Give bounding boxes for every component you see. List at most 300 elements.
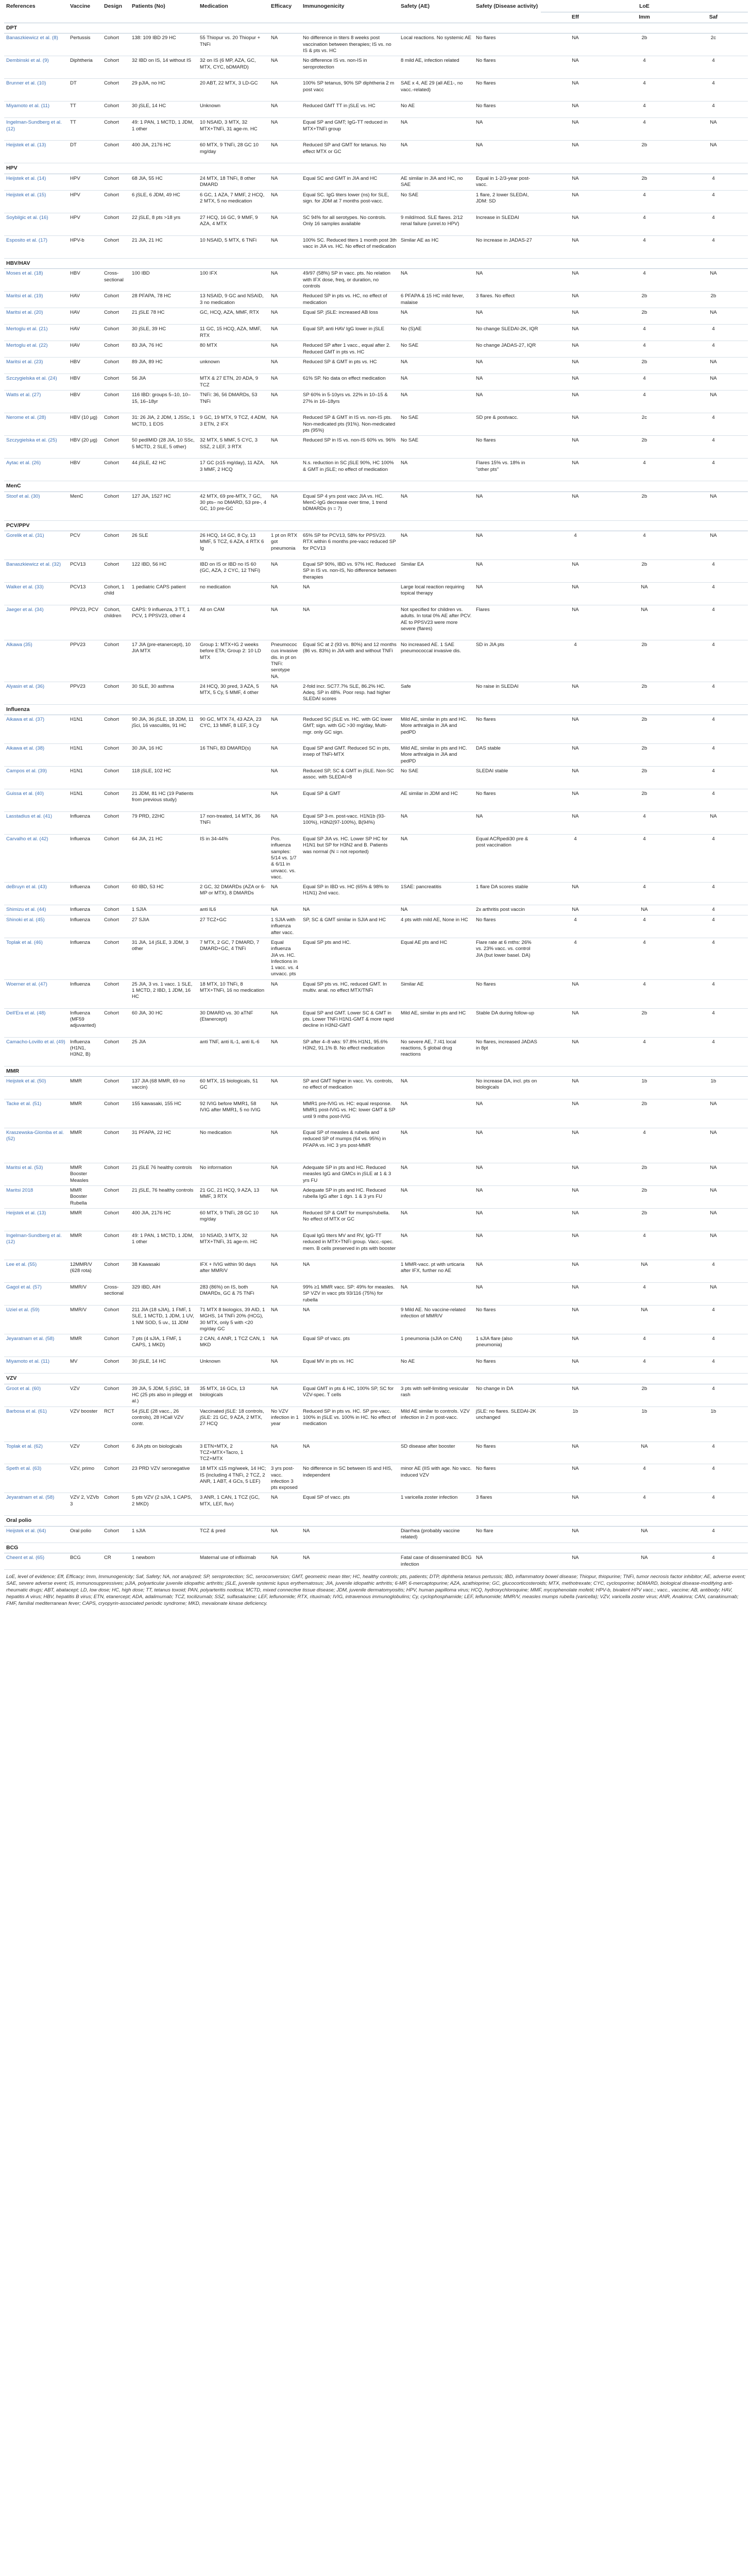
safety-disease-cell: No flares xyxy=(474,101,541,118)
design-cell: Cohort xyxy=(102,744,130,767)
immunogenicity-cell: Reduced SP & GMT in IS vs. non-IS pts. Non-medicated pts (91%). Non-medicated pts (95%) xyxy=(301,413,399,436)
reference-link[interactable]: deBruyn et al. (43) xyxy=(6,884,47,890)
patients-cell: 329 IBD, AIH xyxy=(130,1283,198,1306)
loe-saf-cell: 4 xyxy=(679,190,748,213)
section-row xyxy=(4,258,748,268)
efficacy-cell: NA xyxy=(269,1099,301,1128)
section-row xyxy=(4,704,748,715)
loe-saf-cell: 4 xyxy=(679,341,748,358)
ref-cell xyxy=(4,744,68,767)
loe-imm-cell: 4 xyxy=(610,341,679,358)
patients-cell: 25 JIA, 3 vs. 1 vacc. 1 SLE, 1 MCTD, 2 IBD, 1 JDM, 16 HC xyxy=(130,979,198,1008)
table-row xyxy=(4,1526,748,1543)
loe-imm-cell: 4 xyxy=(610,835,679,883)
reference-link[interactable]: Aytac et al. (26) xyxy=(6,460,41,466)
loe-eff-cell: NA xyxy=(541,767,610,789)
reference-link[interactable]: Miyamoto et al. (11) xyxy=(6,103,50,109)
reference-link[interactable]: Guissa et al. (40) xyxy=(6,791,44,797)
safety-ae-cell: Not specified for children vs. adults. In total 0% AE after PCV. AE to PPSV23 were more severe (flares) xyxy=(399,605,474,640)
patients-cell: 30 JIA, 16 HC xyxy=(130,744,198,767)
safety-ae-cell: NA xyxy=(399,358,474,374)
safety-disease-cell: NA xyxy=(474,1260,541,1283)
table-row xyxy=(4,916,748,938)
ref-cell xyxy=(4,560,68,583)
loe-eff-cell: NA xyxy=(541,1553,610,1570)
immunogenicity-cell: NA xyxy=(301,605,399,640)
reference-link[interactable]: Shimizu et al. (44) xyxy=(6,907,46,913)
loe-eff-cell: NA xyxy=(541,213,610,235)
loe-imm-cell: 4 xyxy=(610,118,679,141)
reference-link[interactable]: Banaszkiewicz et al. (8) xyxy=(6,35,58,41)
ref-cell xyxy=(4,292,68,308)
patients-cell: 38 Kawasaki xyxy=(130,1260,198,1283)
patients-cell: 79 PRD, 22HC xyxy=(130,812,198,835)
vaccine-cell: H1N1 xyxy=(68,789,102,812)
loe-saf-cell: 4 xyxy=(679,1008,748,1037)
design-cell: Cohort xyxy=(102,1037,130,1066)
vaccine-cell: MMR xyxy=(68,1231,102,1260)
design-cell: Cohort xyxy=(102,560,130,583)
reference-link[interactable]: Alyasin et al. (36) xyxy=(6,683,45,689)
loe-saf-cell: 4 xyxy=(679,640,748,682)
reference-link[interactable]: Heijstek et al. (13) xyxy=(6,1210,46,1216)
reference-link[interactable]: Maritsi et al. (23) xyxy=(6,359,43,365)
reference-link[interactable]: Dembinski et al. (9) xyxy=(6,58,49,64)
reference-link[interactable]: Heijstek et al. (64) xyxy=(6,1528,46,1534)
patients-cell: 30 jSLE, 39 HC xyxy=(130,325,198,341)
reference-link[interactable]: Mertoglu et al. (21) xyxy=(6,326,48,332)
loe-saf-cell: NA xyxy=(679,812,748,835)
section-row xyxy=(4,1516,748,1526)
section-row xyxy=(4,1066,748,1076)
loe-eff-cell: NA xyxy=(541,325,610,341)
immunogenicity-cell: Reduced SP in pts vs. HC, no effect of medication xyxy=(301,292,399,308)
immunogenicity-cell: Equal SC at 2 (93 vs. 80%) and 12 months (86 vs. 83%) in JIA with and without TNFi xyxy=(301,640,399,682)
loe-saf-cell: 4 xyxy=(679,916,748,938)
loe-imm-cell: NA xyxy=(610,1260,679,1283)
safety-ae-cell: NA xyxy=(399,1283,474,1306)
safety-disease-cell: NA xyxy=(474,1128,541,1163)
design-cell: Cohort xyxy=(102,213,130,235)
reference-link[interactable]: Szczygielska et al. (24) xyxy=(6,376,57,382)
immunogenicity-cell: Reduced SP and GMT for tetanus. No effect MTX or GC xyxy=(301,141,399,163)
patients-cell: 27 SJIA xyxy=(130,916,198,938)
reference-link[interactable]: Speth et al. (63) xyxy=(6,1466,42,1472)
immunogenicity-cell: N.s. reduction in SC jSLE 90%, HC 100% & GMT in jSLE; no effect of medication xyxy=(301,459,399,481)
immunogenicity-cell: Reduced SP & GMT for mumps/rubella. No effect of MTX or GC xyxy=(301,1209,399,1231)
reference-link[interactable]: Campos et al. (39) xyxy=(6,768,47,774)
reference-link[interactable]: Uziel et al. (59) xyxy=(6,1307,40,1313)
loe-eff-cell: NA xyxy=(541,812,610,835)
loe-eff-cell: NA xyxy=(541,1526,610,1543)
loe-imm-cell: 2b xyxy=(610,789,679,812)
immunogenicity-cell: 61% SP. No data on effect medication xyxy=(301,374,399,391)
immunogenicity-cell: NA xyxy=(301,1306,399,1334)
reference-link[interactable]: Watts et al. (27) xyxy=(6,392,41,398)
efficacy-cell: No VZV infection in 1 year xyxy=(269,1406,301,1442)
table-row xyxy=(4,789,748,812)
table-row xyxy=(4,583,748,605)
reference-link[interactable]: Toplak et al. (46) xyxy=(6,940,43,946)
immunogenicity-cell: Equal MV in pts vs. HC xyxy=(301,1357,399,1374)
safety-disease-cell: NA xyxy=(474,391,541,413)
reference-link[interactable]: Dell'Era et al. (48) xyxy=(6,1010,46,1016)
loe-imm-cell: 4 xyxy=(610,235,679,258)
reference-link[interactable]: Aikawa et al. (38) xyxy=(6,745,45,752)
loe-eff-cell: NA xyxy=(541,560,610,583)
safety-ae-cell: No SAE xyxy=(399,341,474,358)
table-row xyxy=(4,1077,748,1099)
vaccine-cell: HBV xyxy=(68,358,102,374)
table-row xyxy=(4,1464,748,1493)
header-references: References xyxy=(4,0,68,23)
safety-ae-cell: No (S)AE xyxy=(399,325,474,341)
safety-ae-cell: 9 Mild AE. No vaccine-related infection of MMR/V xyxy=(399,1306,474,1334)
vaccine-cell: VZV 2, VZVb 3 xyxy=(68,1493,102,1516)
efficacy-cell: NA xyxy=(269,583,301,605)
patients-cell: 211 JIA (18 sJIA), 1 FMF, 1 SLE, 1 MCTD, 1 JDM, 1 UV, 1 NM SOD, 5 uv., 11 JDM xyxy=(130,1306,198,1334)
efficacy-cell: NA xyxy=(269,812,301,835)
table-row xyxy=(4,269,748,292)
safety-ae-cell: SD disease after booster xyxy=(399,1442,474,1464)
safety-disease-cell: No flares xyxy=(474,56,541,79)
vaccine-cell: MMR/V xyxy=(68,1283,102,1306)
reference-link[interactable]: Banaszkiewicz et al. (32) xyxy=(6,562,61,568)
vaccine-cell: VZV booster xyxy=(68,1406,102,1442)
reference-link[interactable]: Lasstadius et al. (41) xyxy=(6,814,53,820)
table-row xyxy=(4,979,748,1008)
reference-link[interactable]: Gagol et al. (57) xyxy=(6,1284,42,1291)
loe-imm-cell: 2b xyxy=(610,744,679,767)
reference-link[interactable]: Shinoki et al. (45) xyxy=(6,917,45,923)
safety-disease-cell: No flares xyxy=(474,1357,541,1374)
reference-link[interactable]: Cheent et al. (65) xyxy=(6,1555,45,1561)
ref-cell xyxy=(4,1163,68,1186)
loe-saf-cell: NA xyxy=(679,358,748,374)
safety-disease-cell: NA xyxy=(474,531,541,560)
ref-cell xyxy=(4,1306,68,1334)
immunogenicity-cell: 99% ≥1 MMR vacc. SP: 49% for measles. SP VZV in vacc pts 93/116 (75%) for rubella xyxy=(301,1283,399,1306)
vaccine-cell: HAV xyxy=(68,341,102,358)
safety-disease-cell: NA xyxy=(474,269,541,292)
table-row xyxy=(4,118,748,141)
safety-ae-cell: No severe AE, 7 /41 local reactions, 5 global drug reactions xyxy=(399,1037,474,1066)
reference-link[interactable]: Lee et al. (55) xyxy=(6,1262,37,1268)
safety-disease-cell: No flares xyxy=(474,789,541,812)
efficacy-cell: NA xyxy=(269,235,301,258)
immunogenicity-cell: Equal SP. jSLE: increased AB loss xyxy=(301,308,399,325)
ref-cell xyxy=(4,979,68,1008)
safety-disease-cell: No flare xyxy=(474,1526,541,1543)
patients-cell: 90 JIA, 36 jSLE, 18 JDM, 11 jSci, 16 vasculitis, 91 HC xyxy=(130,715,198,744)
reference-link[interactable]: Groot et al. (60) xyxy=(6,1385,41,1392)
reference-link[interactable]: Kraszewska-Glomba et al. (52) xyxy=(6,1130,64,1142)
reference-link[interactable]: Ingelman-Sundberg et al. (12) xyxy=(6,120,62,132)
design-cell: Cohort xyxy=(102,1493,130,1516)
efficacy-cell: Pos. influenza samples: 5/14 vs. 1/7 & 6/11 in unvacc. vs. vacc. xyxy=(269,835,301,883)
table-row xyxy=(4,79,748,101)
safety-ae-cell: NA xyxy=(399,1077,474,1099)
reference-link[interactable]: Ingelman-Sundberg et al. (12) xyxy=(6,1233,62,1245)
efficacy-cell: NA xyxy=(269,79,301,101)
reference-link[interactable]: Walker et al. (33) xyxy=(6,584,44,590)
loe-saf-cell: 4 xyxy=(679,883,748,905)
patients-cell: 31 JIA, 14 jSLE, 3 JDM, 3 other xyxy=(130,938,198,980)
reference-link[interactable]: Soybilgic et al. (16) xyxy=(6,214,48,221)
vaccine-cell: MMR xyxy=(68,1209,102,1231)
header-design: Design xyxy=(102,0,130,23)
reference-link[interactable]: Maritsi et al. (20) xyxy=(6,310,43,316)
reference-link[interactable]: Maritsi 2018 xyxy=(6,1188,33,1194)
loe-eff-cell: NA xyxy=(541,583,610,605)
medication-cell: 10 NSAID, 5 MTX, 6 TNFi xyxy=(198,235,269,258)
loe-eff-cell: NA xyxy=(541,141,610,163)
table-row xyxy=(4,905,748,916)
safety-ae-cell: NA xyxy=(399,1128,474,1163)
loe-saf-cell: NA xyxy=(679,1231,748,1260)
header-patients: Patients (No) xyxy=(130,0,198,23)
reference-link[interactable]: Toplak et al. (62) xyxy=(6,1443,43,1449)
reference-link[interactable]: Carvalho et al. (42) xyxy=(6,836,48,842)
immunogenicity-cell: Reduced SP & GMT in pts vs. HC xyxy=(301,358,399,374)
medication-cell: 16 TNFi, 83 DMARD(s) xyxy=(198,744,269,767)
design-cell: Cohort xyxy=(102,341,130,358)
patients-cell: 116 IBD: groups 5–10, 10–15, 16–18yr xyxy=(130,391,198,413)
table-row xyxy=(4,605,748,640)
immunogenicity-cell: Equal SP in IBD vs. HC (65% & 98% to H1N1) 2nd vacc. xyxy=(301,883,399,905)
loe-eff-cell: NA xyxy=(541,56,610,79)
safety-disease-cell: NA xyxy=(474,118,541,141)
patients-cell: 29 pJIA, no HC xyxy=(130,79,198,101)
vaccine-cell: HAV xyxy=(68,292,102,308)
safety-ae-cell: AE similar in JIA and HC, no SAE xyxy=(399,174,474,190)
safety-ae-cell: Diarrhea (probably vaccine related) xyxy=(399,1526,474,1543)
reference-link[interactable]: Brunner et al. (10) xyxy=(6,80,46,87)
reference-link[interactable]: Tacke et al. (51) xyxy=(6,1101,42,1107)
reference-link[interactable]: Heijstek et al. (15) xyxy=(6,192,46,198)
loe-saf-cell: 4 xyxy=(679,979,748,1008)
efficacy-cell: NA xyxy=(269,101,301,118)
table-row xyxy=(4,141,748,163)
header-immunogenicity: Immunogenicity xyxy=(301,0,399,23)
design-cell: Cohort xyxy=(102,1163,130,1186)
reference-link[interactable]: Stoof et al. (30) xyxy=(6,493,40,499)
safety-ae-cell: NA xyxy=(399,459,474,481)
loe-imm-cell: NA xyxy=(610,905,679,916)
vaccine-cell: HPV-b xyxy=(68,235,102,258)
medication-cell: No information xyxy=(198,1163,269,1186)
medication-cell: IBD on IS or IBD no IS 60 (GC, AZA, 2 CYC, 12 TNFi) xyxy=(198,560,269,583)
vaccine-cell: HPV xyxy=(68,174,102,190)
safety-ae-cell: 1 varicella zoster infection xyxy=(399,1493,474,1516)
section-title: VZV xyxy=(4,1374,748,1384)
immunogenicity-cell: SP, SC & GMT similar in SJIA and HC xyxy=(301,916,399,938)
safety-disease-cell: Equal in 1-2/3-year post-vacc. xyxy=(474,174,541,190)
reference-link[interactable]: Alkawa (35) xyxy=(6,642,32,648)
ref-cell xyxy=(4,605,68,640)
efficacy-cell: 1 SJIA with influenza after vacc. xyxy=(269,916,301,938)
reference-link[interactable]: Mertoglu et al. (22) xyxy=(6,343,48,349)
table-row xyxy=(4,436,748,459)
medication-cell: Maternal use of infliximab xyxy=(198,1553,269,1570)
section-title: DPT xyxy=(4,23,748,33)
medication-cell: 283 (86%) on IS, both DMARDs, GC & 75 TNFi xyxy=(198,1283,269,1306)
safety-disease-cell: NA xyxy=(474,358,541,374)
safety-disease-cell: jSLE: no flares. SLEDAI-2K unchanged xyxy=(474,1406,541,1442)
patients-cell: 50 pedIMID (28 JIA, 10 SSc, 5 MCTD, 2 SLE, 5 other) xyxy=(130,436,198,459)
section-row xyxy=(4,1374,748,1384)
ref-cell xyxy=(4,436,68,459)
immunogenicity-cell: Equal SP and GMT. Lower SC & GMT in pts. Lower TNFi H1N1-GMT & more rapid decline in H3N2-GMT xyxy=(301,1008,399,1037)
table-row xyxy=(4,560,748,583)
design-cell: Cohort xyxy=(102,413,130,436)
table-row xyxy=(4,1406,748,1442)
header-imm: Imm xyxy=(610,12,679,23)
vaccine-cell: MV xyxy=(68,1357,102,1374)
immunogenicity-cell: Equal SP pts and HC. xyxy=(301,938,399,980)
vaccine-cell: 12MMR/V (628 rota) xyxy=(68,1260,102,1283)
vaccine-cell: MenC xyxy=(68,492,102,520)
reference-link[interactable]: Camacho-Lovillo et al. (49) xyxy=(6,1039,65,1045)
safety-ae-cell: NA xyxy=(399,391,474,413)
immunogenicity-cell: No difference in SC between IS and HIS, independent xyxy=(301,1464,399,1493)
loe-eff-cell: NA xyxy=(541,1077,610,1099)
table-row xyxy=(4,1163,748,1186)
section-title: HPV xyxy=(4,163,748,174)
reference-link[interactable]: Jaeger et al. (34) xyxy=(6,607,44,613)
safety-ae-cell: NA xyxy=(399,1099,474,1128)
loe-saf-cell: 4 xyxy=(679,1464,748,1493)
table-row xyxy=(4,1493,748,1516)
loe-imm-cell: 4 xyxy=(610,1357,679,1374)
safety-disease-cell: No change in DA xyxy=(474,1384,541,1406)
loe-eff-cell: NA xyxy=(541,190,610,213)
safety-disease-cell: 2x arthritis post vaccin xyxy=(474,905,541,916)
reference-link[interactable]: Moses et al. (18) xyxy=(6,270,43,277)
vaccine-cell: HPV xyxy=(68,190,102,213)
vaccine-cell: MMR xyxy=(68,1334,102,1357)
loe-eff-cell: NA xyxy=(541,1128,610,1163)
medication-cell: 32 on IS (6 MP, AZA, GC, MTX, CYC, bDMARD) xyxy=(198,56,269,79)
reference-link[interactable]: Woerner et al. (47) xyxy=(6,981,47,987)
efficacy-cell: NA xyxy=(269,391,301,413)
vaccine-cell: H1N1 xyxy=(68,715,102,744)
safety-disease-cell: NA xyxy=(474,308,541,325)
loe-eff-cell: NA xyxy=(541,492,610,520)
vaccine-cell: Influenza xyxy=(68,979,102,1008)
reference-link[interactable]: Maritsi et al. (19) xyxy=(6,293,43,299)
patients-cell: 64 JIA, 21 HC xyxy=(130,835,198,883)
medication-cell: 7 MTX, 2 GC, 7 DMARD, 7 DMARD+GC, 4 TNFi xyxy=(198,938,269,980)
safety-disease-cell: NA xyxy=(474,492,541,520)
loe-imm-cell: 2b xyxy=(610,308,679,325)
safety-ae-cell: AE similar in JDM and HC xyxy=(399,789,474,812)
patients-cell: 5 pts VZV (2 sJIA, 1 CAPS, 2 MKD) xyxy=(130,1493,198,1516)
patients-cell: 30 SLE, 30 asthma xyxy=(130,682,198,704)
loe-saf-cell: NA xyxy=(679,1283,748,1306)
reference-link[interactable]: Miyamoto et al. (11) xyxy=(6,1359,50,1365)
ref-cell xyxy=(4,1037,68,1066)
loe-saf-cell: 4 xyxy=(679,767,748,789)
loe-saf-cell: 4 xyxy=(679,325,748,341)
loe-imm-cell: 4 xyxy=(610,1128,679,1163)
loe-eff-cell: NA xyxy=(541,358,610,374)
safety-disease-cell: SD pre & postvacc. xyxy=(474,413,541,436)
ref-cell xyxy=(4,1464,68,1493)
vaccine-cell: HBV xyxy=(68,459,102,481)
design-cell: Cohort, 1 child xyxy=(102,583,130,605)
reference-link[interactable]: Esposito et al. (17) xyxy=(6,237,47,243)
loe-saf-cell: 1b xyxy=(679,1406,748,1442)
loe-saf-cell: NA xyxy=(679,1163,748,1186)
reference-link[interactable]: Aikawa et al. (37) xyxy=(6,717,45,723)
vaccine-cell: TT xyxy=(68,118,102,141)
reference-link[interactable]: Szczygielska et al. (25) xyxy=(6,437,57,444)
patients-cell: 30 jSLE, 14 HC xyxy=(130,1357,198,1374)
medication-cell: IS in 34-44% xyxy=(198,835,269,883)
patients-cell: 28 PFAPA, 78 HC xyxy=(130,292,198,308)
medication-cell: 60 MTX, 9 TNFi, 28 GC 10 mg/day xyxy=(198,1209,269,1231)
header-safety-disease: Safety (Disease activity) xyxy=(474,0,541,23)
reference-link[interactable]: Gorelik et al. (31) xyxy=(6,533,44,539)
immunogenicity-cell: NA xyxy=(301,583,399,605)
efficacy-cell: NA xyxy=(269,358,301,374)
loe-imm-cell: 4 xyxy=(610,213,679,235)
reference-link[interactable]: Heijstek et al. (14) xyxy=(6,175,46,181)
safety-disease-cell: 3 flares xyxy=(474,1493,541,1516)
reference-link[interactable]: Heijstek et al. (50) xyxy=(6,1078,46,1084)
patients-cell: 60 IBD, 53 HC xyxy=(130,883,198,905)
loe-saf-cell: 4 xyxy=(679,1526,748,1543)
reference-link[interactable]: Barbosa et al. (61) xyxy=(6,1408,47,1414)
reference-link[interactable]: Jeyaratnam et al. (58) xyxy=(6,1495,55,1501)
vaccination-studies-table xyxy=(4,0,748,1570)
ref-cell xyxy=(4,358,68,374)
reference-link[interactable]: Jeyaratnam et al. (58) xyxy=(6,1336,55,1342)
immunogenicity-cell: Reduced SP in IS vs. non-IS 60% vs. 96% xyxy=(301,436,399,459)
header-loe: LoE xyxy=(541,0,748,12)
reference-link[interactable]: Maritsi et al. (53) xyxy=(6,1165,43,1171)
design-cell: Cohort xyxy=(102,79,130,101)
medication-cell: 21 GC, 21 HCQ, 9 AZA, 13 MMF, 3 RTX xyxy=(198,1186,269,1209)
loe-imm-cell: 4 xyxy=(610,391,679,413)
loe-imm-cell: 4 xyxy=(610,459,679,481)
medication-cell: 30 DMARD vs. 30 aTNF (Etanercept) xyxy=(198,1008,269,1037)
loe-eff-cell: NA xyxy=(541,682,610,704)
design-cell: Cross-sectional xyxy=(102,269,130,292)
safety-disease-cell: No flares xyxy=(474,979,541,1008)
table-row xyxy=(4,235,748,258)
ref-cell xyxy=(4,1099,68,1128)
design-cell: Cohort xyxy=(102,308,130,325)
vaccine-cell: Influenza (H1N1, H3N2, B) xyxy=(68,1037,102,1066)
loe-eff-cell: NA xyxy=(541,436,610,459)
loe-eff-cell: NA xyxy=(541,883,610,905)
reference-link[interactable]: Nerome et al. (28) xyxy=(6,415,46,421)
reference-link[interactable]: Heijstek et al. (13) xyxy=(6,142,46,148)
patients-cell: 21 jSLE, 76 healthy controls xyxy=(130,1186,198,1209)
vaccine-cell: HBV xyxy=(68,374,102,391)
safety-disease-cell: No flares, increased JADAS in 8pt xyxy=(474,1037,541,1066)
table-row xyxy=(4,640,748,682)
ref-cell xyxy=(4,905,68,916)
ref-cell xyxy=(4,1406,68,1442)
table-row xyxy=(4,1334,748,1357)
immunogenicity-cell: Equal SP, anti HAV IgG lower in jSLE xyxy=(301,325,399,341)
design-cell: Cohort xyxy=(102,56,130,79)
patients-cell: 118 jSLE, 102 HC xyxy=(130,767,198,789)
safety-disease-cell: NA xyxy=(474,374,541,391)
